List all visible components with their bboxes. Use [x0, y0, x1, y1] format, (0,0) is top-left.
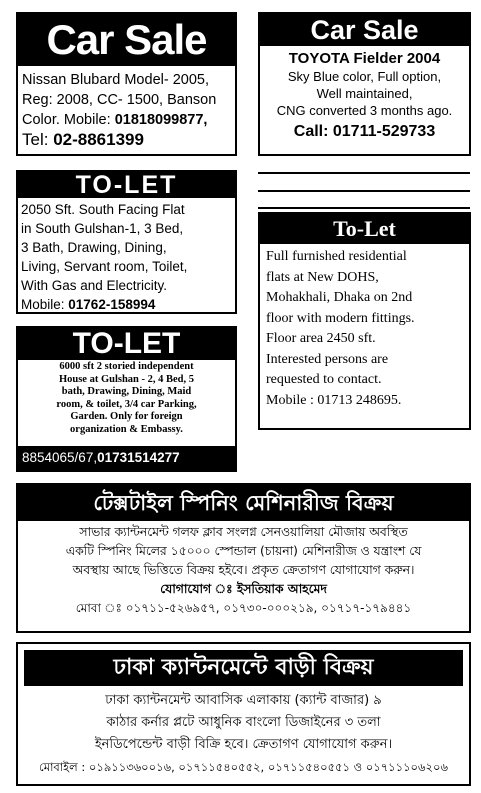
- ad-line: 2050 Sft. South Facing Flat: [21, 202, 185, 217]
- ad-phone: মোবা ঃ ০১৭১১-৫২৬৯৫৭, ০১৭৩০-০০০২১৯, ০১৭১৭-১৭৯৪৪১: [75, 601, 412, 615]
- ad-phone: মোবাইল : ০১৯১১৩৬০০১৬, ০১৭১১৫৪০৫৫২, ০১৭১১৫৪০৫৫১ ও ০১৭১১১০৬২০৬: [39, 760, 448, 774]
- ad-line: floor with modern fittings.: [266, 310, 415, 326]
- to-let-ad-gulshan1: [16, 170, 237, 314]
- ad-title: TO-LET: [18, 328, 235, 360]
- ad-line: 6000 sft 2 storied independent: [59, 361, 194, 372]
- ad-line: [22, 110, 231, 130]
- divider-rule: [258, 172, 470, 174]
- ad-line: bath, Drawing, Dining, Maid: [61, 386, 192, 397]
- ad-line: কাঠার কর্নার প্লটে আধুনিক বাংলো ডিজাইনের ৩ তলা: [106, 715, 381, 730]
- ad-line: Mobile : 01713 248695.: [266, 392, 402, 408]
- ad-line: Interested persons are: [266, 351, 389, 367]
- car-sale-ad-toyota: [258, 12, 471, 156]
- ad-line: ইনডিপেন্ডেন্ট বাড়ী বিক্রি হবে। ক্রেতাগণ যোগাযোগ করুন।: [94, 737, 393, 752]
- to-let-ad-dohs: [258, 212, 471, 430]
- ad-line: 3 Bath, Drawing, Dining,: [21, 240, 167, 255]
- ad-phone: 01762-158994: [68, 297, 156, 312]
- ad-line: Nissan Blubard Model- 2005,: [22, 72, 209, 88]
- ad-line: Mohakhali, Dhaka on 2nd: [266, 290, 413, 305]
- ad-line: অবস্থায় আছে ভিত্তিতে বিক্রয় হইবে। প্রকৃত ক্রেতাগণ যোগাযোগ করুন।: [72, 563, 415, 577]
- ad-phone: 02-8861399: [53, 130, 144, 149]
- ad-contact: যোগাযোগ ঃ ইসতিয়াক আহমেদ: [160, 582, 327, 596]
- ad-line: requested to contact.: [266, 372, 382, 387]
- ad-text: Tel:: [22, 130, 54, 149]
- ad-call: Call: 01711-529733: [293, 123, 436, 140]
- ad-title: টেক্সটাইল স্পিনিং মেশিনারীজ বিক্রয়: [18, 485, 469, 521]
- ad-text: 8854065/67,: [22, 450, 98, 465]
- ad-text: Color. Mobile:: [22, 112, 115, 128]
- ad-title: Car Sale: [18, 14, 235, 66]
- divider-rule: [258, 207, 470, 209]
- ad-phone: 01731514277: [97, 450, 180, 465]
- ad-line: room, & toilet, 3/4 car Parking,: [56, 398, 197, 410]
- ad-line: Reg: 2008, CC- 1500, Banson: [22, 92, 217, 108]
- house-sale-ad: [16, 642, 471, 786]
- ad-model: TOYOTA Fielder 2004: [288, 50, 441, 67]
- ad-line: House at Gulshan - 2, 4 Bed, 5: [58, 373, 195, 385]
- ad-line: Full furnished residential: [266, 249, 407, 264]
- ad-line: Floor area 2450 sft.: [266, 331, 376, 346]
- to-let-ad-gulshan2: [16, 326, 237, 472]
- ad-line: organization & Embassy.: [70, 423, 183, 435]
- ad-line: [21, 295, 232, 314]
- ad-title: To-Let: [260, 214, 469, 244]
- divider-rule: [258, 190, 470, 192]
- ad-line: একটি স্পিনিং মিলের ১৫০০০ স্পেন্ডাল (চায়না) মেশিনারীজ ও যন্ত্রাংশ যে: [65, 544, 422, 558]
- ad-phone-bar: [18, 446, 235, 470]
- ad-line: Garden. Only for foreign: [70, 411, 183, 422]
- ad-title: Car Sale: [260, 14, 469, 46]
- ad-line: Living, Servant room, Toilet,: [21, 259, 188, 274]
- car-sale-ad-nissan: [16, 12, 237, 156]
- ad-text: Mobile:: [21, 297, 69, 312]
- ad-title: TO-LET: [18, 172, 235, 198]
- ad-line: ঢাকা ক্যান্টনমেন্ট আবাসিক এলাকায় (ক্যান্ট বাজার) ৯: [105, 693, 382, 708]
- ad-phone: 01818099877,: [114, 112, 208, 128]
- textile-machinery-sale-ad: [16, 483, 471, 633]
- ad-line: [22, 130, 231, 150]
- ad-line: Sky Blue color, Full option,: [287, 69, 442, 84]
- ad-line: in South Gulshan-1, 3 Bed,: [21, 221, 184, 236]
- ad-line: With Gas and Electricity.: [21, 278, 168, 293]
- ad-line: CNG converted 3 months ago.: [276, 103, 453, 118]
- ad-line: Well maintained,: [316, 86, 413, 101]
- ad-line: flats at New DOHS,: [266, 269, 379, 285]
- ad-line: সাভার ক্যান্টনমেন্ট গলফ ক্লাব সংলগ্ন সেনওয়ালিয়া মৌজায় অবস্থিত: [79, 525, 408, 539]
- ad-title: ঢাকা ক্যান্টনমেন্টে বাড়ী বিক্রয়: [24, 650, 463, 686]
